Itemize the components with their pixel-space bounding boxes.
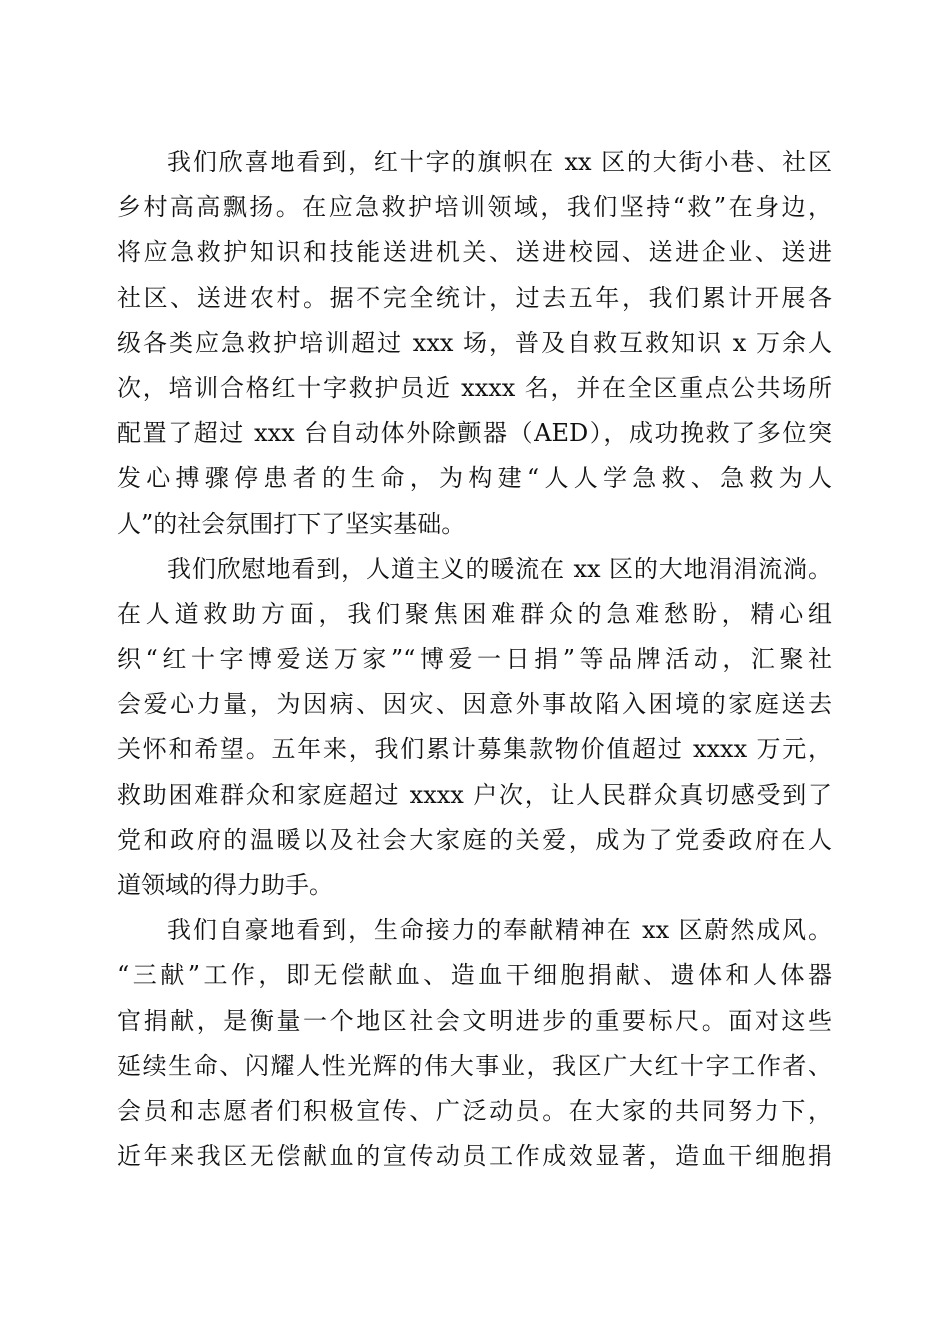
paragraph-line: 会员和志愿者们积极宣传、广泛动员。在大家的共同努力下， xyxy=(117,1096,832,1125)
paragraph-line: 发心搏骤停患者的生命，为构建“人人学急救、急救为人 xyxy=(117,464,832,493)
paragraph-humanitarian-aid xyxy=(117,547,832,909)
paragraph-line: 社区、送进农村。据不完全统计，过去五年，我们累计开展各 xyxy=(117,283,832,312)
paragraph-line: 织“红十字博爱送万家”“博爱一日捐”等品牌活动，汇聚社 xyxy=(117,645,832,674)
paragraph-line: 人”的社会氛围打下了坚实基础。 xyxy=(117,509,466,538)
paragraph-line: 近年来我区无偿献血的宣传动员工作成效显著，造血干细胞捐 xyxy=(117,1142,832,1171)
paragraph-red-cross-training xyxy=(117,140,832,547)
paragraph-line: 党和政府的温暖以及社会大家庭的关爱，成为了党委政府在人 xyxy=(117,825,832,854)
paragraph-line: 关怀和希望。五年来，我们累计募集款物价值超过 xxxx 万元， xyxy=(117,735,832,764)
paragraph-line: 级各类应急救护培训超过 xxx 场，普及自救互救知识 x 万余人 xyxy=(117,328,832,357)
paragraph-line: 我们欣慰地看到，人道主义的暖流在 xx 区的大地涓涓流淌。 xyxy=(167,554,832,583)
paragraph-three-donations xyxy=(117,908,832,1179)
paragraph-line: 乡村高高飘扬。在应急救护培训领域，我们坚持“救”在身边， xyxy=(117,193,832,222)
paragraph-line: 官捐献，是衡量一个地区社会文明进步的重要标尺。面对这些 xyxy=(117,1006,832,1035)
document-body xyxy=(117,140,832,1179)
paragraph-line: 将应急救护知识和技能送进机关、送进校园、送进企业、送进 xyxy=(117,238,832,267)
paragraph-line: 道领域的得力助手。 xyxy=(117,871,333,899)
paragraph-line: “三献”工作，即无偿献血、造血干细胞捐献、遗体和人体器 xyxy=(117,961,832,990)
paragraph-line: 在人道救助方面，我们聚焦困难群众的急难愁盼，精心组 xyxy=(117,599,832,628)
paragraph-line: 会爱心力量，为因病、因灾、因意外事故陷入困境的家庭送去 xyxy=(117,690,832,719)
paragraph-line: 我们欣喜地看到，红十字的旗帜在 xx 区的大街小巷、社区 xyxy=(167,148,832,176)
paragraph-line: 配置了超过 xxx 台自动体外除颤器（AED），成功挽救了多位突 xyxy=(117,419,832,448)
paragraph-line: 延续生命、闪耀人性光辉的伟大事业，我区广大红十字工作者、 xyxy=(117,1051,832,1080)
paragraph-line: 次，培训合格红十字救护员近 xxxx 名，并在全区重点公共场所 xyxy=(117,373,832,402)
paragraph-line: 救助困难群众和家庭超过 xxxx 户次，让人民群众真切感受到了 xyxy=(117,780,832,809)
paragraph-line: 我们自豪地看到，生命接力的奉献精神在 xx 区蔚然成风。 xyxy=(167,916,832,945)
